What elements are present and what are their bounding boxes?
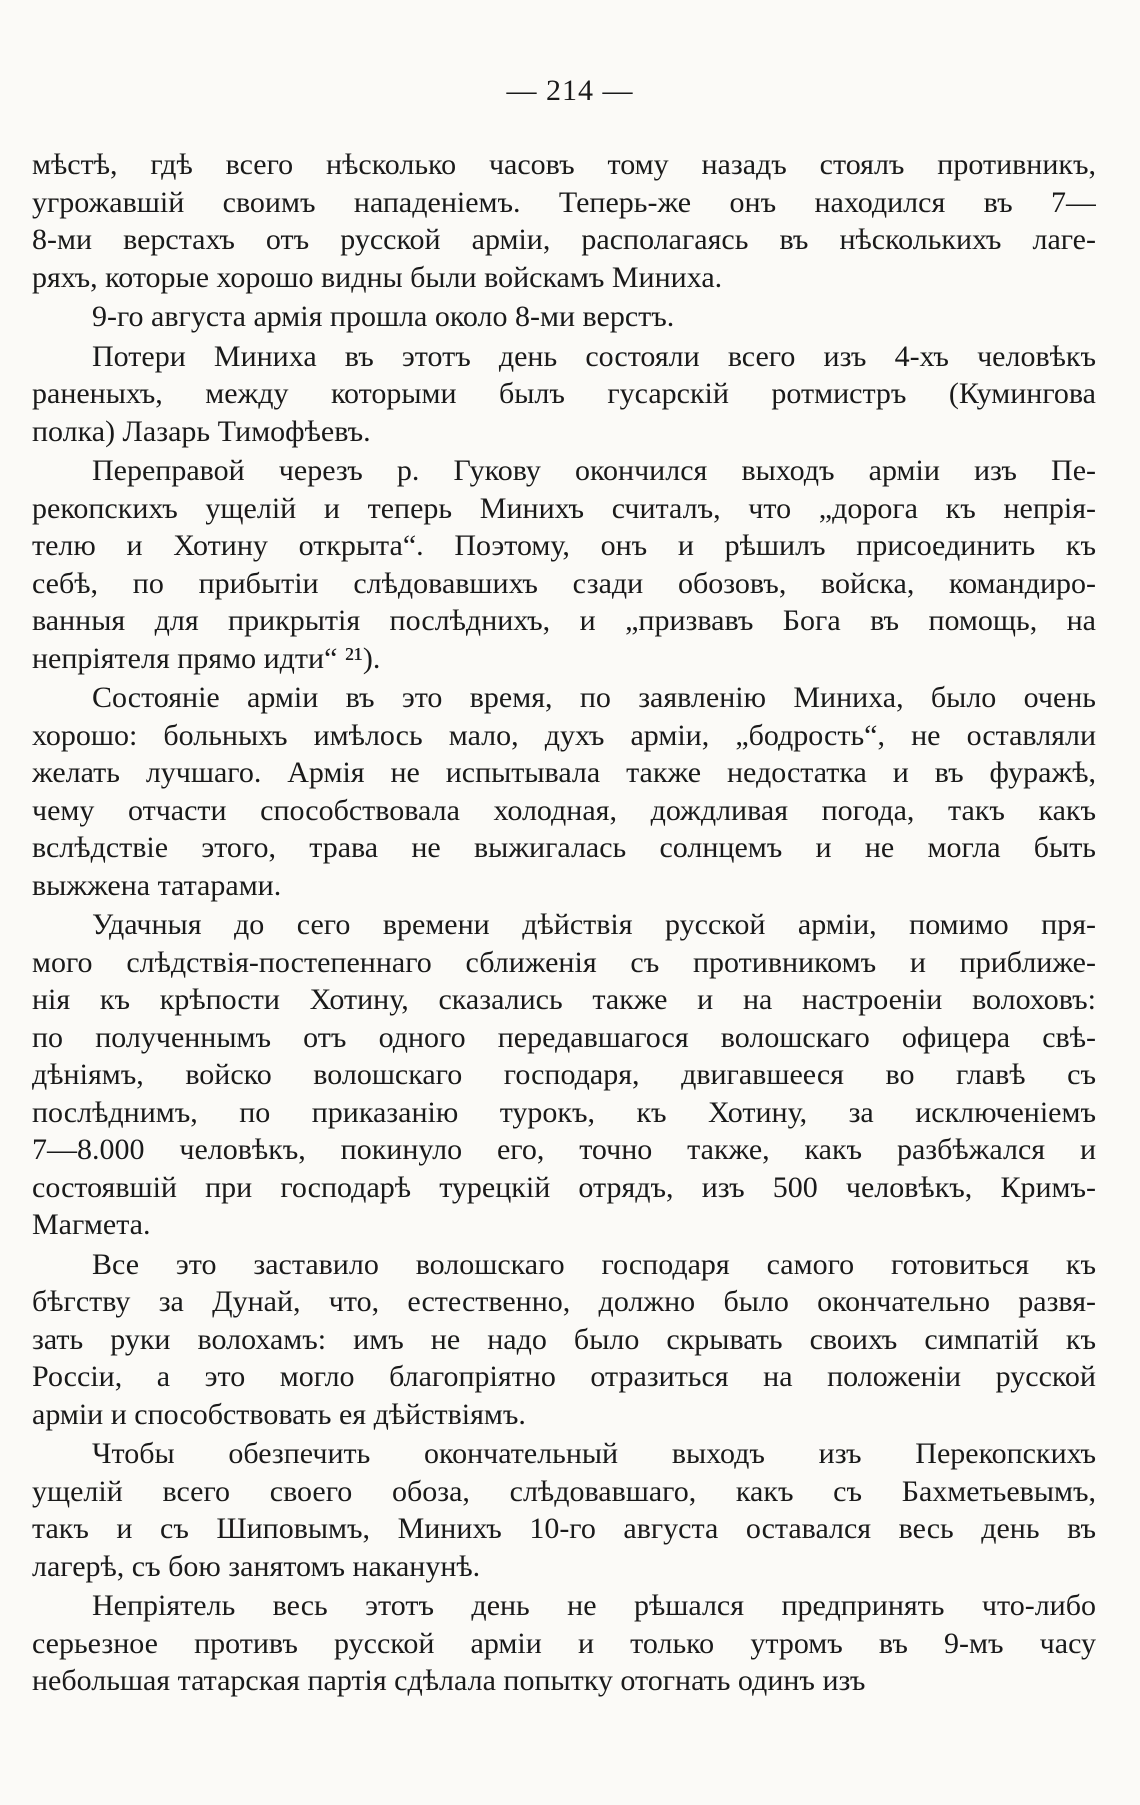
text-line: арміи и способствовать ея дѣйствіямъ. (32, 1397, 526, 1431)
text-line: угрожавшій своимъ нападеніемъ. Теперь-же онъ находился въ 7— (32, 185, 1096, 219)
text-line: небольшая татарская партія сдѣлала попытку отогнать одинъ изъ (32, 1664, 866, 1697)
text-line: дѣніямъ, войско волошскаго господаря, двигавшееся во главѣ съ (32, 1058, 1096, 1091)
text-line: лагерѣ, съ бою занятомъ наканунѣ. (32, 1549, 481, 1583)
text-line: Все это заставило волошскаго господаря самого готовиться къ (92, 1247, 1096, 1281)
paragraph (32, 906, 1096, 1244)
text-line: ряхъ, которые хорошо видны были войскамъ Миниха. (32, 260, 723, 294)
text-line: Магмета. (32, 1208, 151, 1241)
text-line: Потери Миниха въ этотъ день состояли всего изъ 4-хъ человѣкъ (92, 339, 1096, 373)
paragraph (32, 679, 1096, 904)
text-line: нія къ крѣпости Хотину, сказались также и на настроеніи волоховъ: (32, 983, 1096, 1016)
text-line: ущелій всего своего обоза, слѣдовавшаго, какъ съ Бахметьевымъ, (32, 1474, 1096, 1508)
text-line: Россіи, а это могло благопріятно отразиться на положеніи русской (32, 1360, 1096, 1393)
text-line: вслѣдствіе этого, трава не выжигалась солнцемъ и не могла быть (32, 831, 1096, 864)
text-line: Состояніе арміи въ это время, по заявленію Миниха, было очень (92, 681, 1096, 714)
text-line: ванныя для прикрытія послѣднихъ, и „призвавъ Бога въ помощь, на (32, 604, 1096, 637)
text-line: по полученнымъ отъ одного передавшагося волошскаго офицера свѣ- (32, 1020, 1096, 1054)
paragraph (32, 1246, 1096, 1434)
text-line: Чтобы обезпечить окончательный выходъ изъ Перекопскихъ (92, 1437, 1096, 1470)
paragraph (32, 1435, 1096, 1585)
text-line: 7—8.000 человѣкъ, покинуло его, точно также, какъ разбѣжался и (32, 1133, 1096, 1166)
text-line: хорошо: больныхъ имѣлось мало, духъ арміи, „бодрость“, не оставляли (32, 718, 1096, 752)
text-line: 9-го августа армія прошла около 8-ми верстъ. (92, 300, 675, 333)
paragraph (32, 452, 1096, 677)
body-text (32, 146, 1096, 1700)
text-line: выжжена татарами. (32, 868, 282, 902)
text-line: послѣднимъ, по приказанію турокъ, къ Хотину, за исключеніемъ (32, 1095, 1096, 1129)
text-line: бѣгству за Дунай, что, естественно, должно было окончательно развя- (32, 1285, 1096, 1318)
text-line: рекопскихъ ущелій и теперь Минихъ считалъ, что „дорога къ непрія- (32, 491, 1096, 525)
text-line: Непріятель весь этотъ день не рѣшался предпринять что-либо (92, 1589, 1096, 1622)
paragraph (32, 146, 1096, 296)
text-line: зать руки волохамъ: имъ не надо было скрывать своихъ симпатій къ (32, 1322, 1096, 1356)
text-line: желать лучшаго. Армія не испытывала также недостатка и въ фуражѣ, (32, 756, 1096, 789)
paragraph (32, 338, 1096, 451)
paragraph (32, 298, 1096, 336)
text-line: непріятеля прямо идти“ ²¹). (32, 641, 381, 675)
text-line: телю и Хотину открыта“. Поэтому, онъ и рѣшилъ присоединить къ (32, 529, 1096, 562)
text-line: состоявшій при господарѣ турецкій отрядъ, изъ 500 человѣкъ, Кримъ- (32, 1170, 1096, 1204)
text-line: чему отчасти способствовала холодная, дождливая погода, такъ какъ (32, 793, 1096, 827)
text-line: такъ и съ Шиповымъ, Минихъ 10-го августа оставался весь день въ (32, 1512, 1096, 1545)
page-number: — 214 — (506, 74, 634, 107)
text-line: полка) Лазарь Тимофѣевъ. (32, 414, 371, 448)
paragraph (32, 1587, 1096, 1700)
text-line: себѣ, по прибытіи слѣдовавшихъ сзади обозовъ, войска, командиро- (32, 566, 1096, 600)
text-line: Удачныя до сего времени дѣйствія русской арміи, помимо пря- (92, 908, 1096, 941)
text-line: раненыхъ, между которыми былъ гусарскій ротмистръ (Кумингова (32, 377, 1096, 410)
text-line: серьезное противъ русской арміи и только утромъ въ 9-мъ часу (32, 1626, 1096, 1660)
text-line: 8-ми верстахъ отъ русской арміи, располагаясь въ нѣсколькихъ лаге- (32, 223, 1096, 256)
text-line: мого слѣдствія-постепеннаго сближенія съ противникомъ и приближе- (32, 945, 1096, 979)
text-line: Переправой черезъ р. Гукову окончился выходъ арміи изъ Пе- (92, 454, 1096, 487)
text-line: мѣстѣ, гдѣ всего нѣсколько часовъ тому назадъ стоялъ противникъ, (32, 148, 1096, 181)
